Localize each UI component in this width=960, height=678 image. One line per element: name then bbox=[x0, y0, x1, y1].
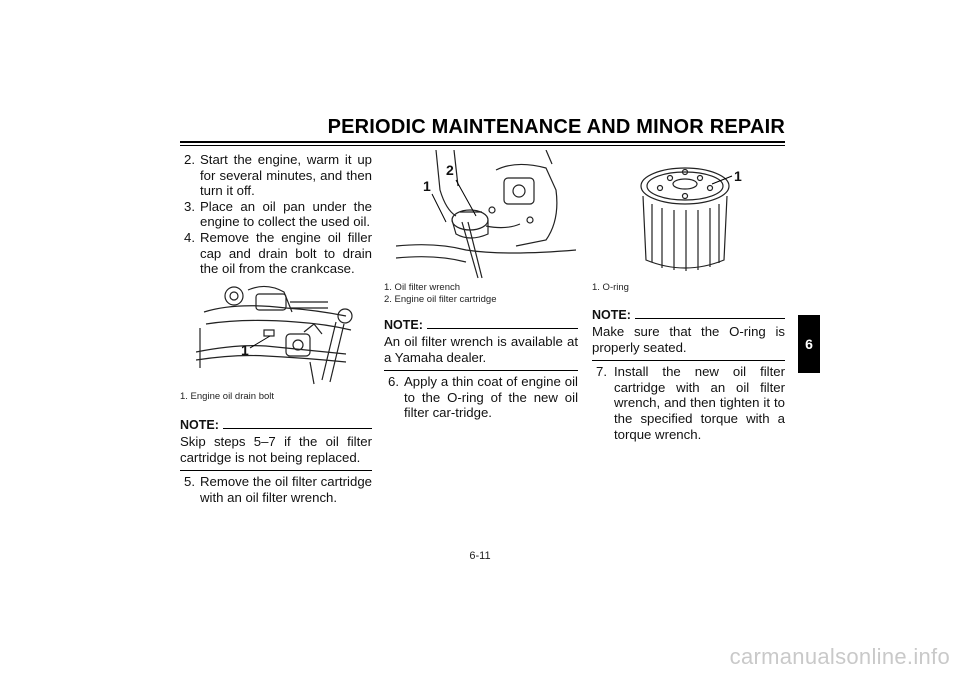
watermark: carmanualsonline.info bbox=[729, 644, 950, 669]
o-ring-leader-line bbox=[710, 172, 736, 186]
note-2-text: An oil filter wrench is available at a Yamaha dealer. bbox=[384, 334, 578, 365]
note-2 bbox=[384, 318, 578, 421]
wrench-caption-2: 2. Engine oil filter cartridge bbox=[384, 294, 497, 305]
note-3-label: NOTE: bbox=[592, 308, 631, 322]
note-1-label: NOTE: bbox=[180, 418, 219, 432]
o-ring-caption: 1. O-ring bbox=[592, 282, 629, 293]
note-1 bbox=[180, 418, 372, 505]
note-3 bbox=[592, 308, 785, 442]
o-ring-callout: 1 bbox=[734, 168, 742, 184]
note-2-label: NOTE: bbox=[384, 318, 423, 332]
wrench-leader-lines bbox=[426, 176, 486, 226]
drain-bolt-callout: 1 bbox=[241, 342, 249, 358]
engine-drain-bolt-illustration bbox=[196, 272, 364, 388]
step-5: 5. Remove the oil filter cartridge with an oil filter wrench. bbox=[184, 474, 372, 505]
page-title: PERIODIC MAINTENANCE AND MINOR REPAIR bbox=[327, 116, 785, 138]
step-2: 2. Start the engine, warm it up for several minutes, and then turn it off. bbox=[184, 152, 372, 199]
header-rule-thick bbox=[180, 141, 785, 143]
oil-filter-cartridge-figure bbox=[630, 160, 760, 278]
section-tab: 6 bbox=[798, 315, 820, 373]
page-number: 6-11 bbox=[469, 550, 491, 562]
step-3: 3. Place an oil pan under the engine to collect the used oil. bbox=[184, 198, 372, 230]
drain-bolt-figure bbox=[196, 272, 364, 388]
cartridge-callout-2: 2 bbox=[446, 162, 454, 178]
wrench-caption-1: 1. Oil filter wrench bbox=[384, 282, 461, 293]
wrench-captions bbox=[384, 282, 578, 306]
note-3-text: Make sure that the O-ring is properly seated. bbox=[592, 324, 785, 355]
oil-filter-wrench-illustration bbox=[396, 150, 576, 280]
wrench-callout-1: 1 bbox=[423, 178, 431, 194]
oil-filter-wrench-figure bbox=[396, 150, 576, 280]
note-1-text: Skip steps 5–7 if the oil filter cartridge is not being replaced. bbox=[180, 434, 372, 465]
step-7: 7. Install the new oil filter cartridge with an oil filter wrench, and then tighten it to the specified torque with a torque wrench. bbox=[596, 364, 785, 442]
step-6: 6. Apply a thin coat of engine oil to the O-ring of the new oil filter car-tridge. bbox=[388, 374, 578, 421]
drain-bolt-caption: 1. Engine oil drain bolt bbox=[180, 391, 275, 402]
column-1-steps bbox=[180, 152, 372, 277]
header-rule-thin bbox=[180, 145, 785, 146]
step-4: 4. Remove the engine oil filler cap and drain bolt to drain the oil from the crankcase. bbox=[184, 229, 372, 277]
drain-bolt-leader-line bbox=[248, 334, 278, 352]
